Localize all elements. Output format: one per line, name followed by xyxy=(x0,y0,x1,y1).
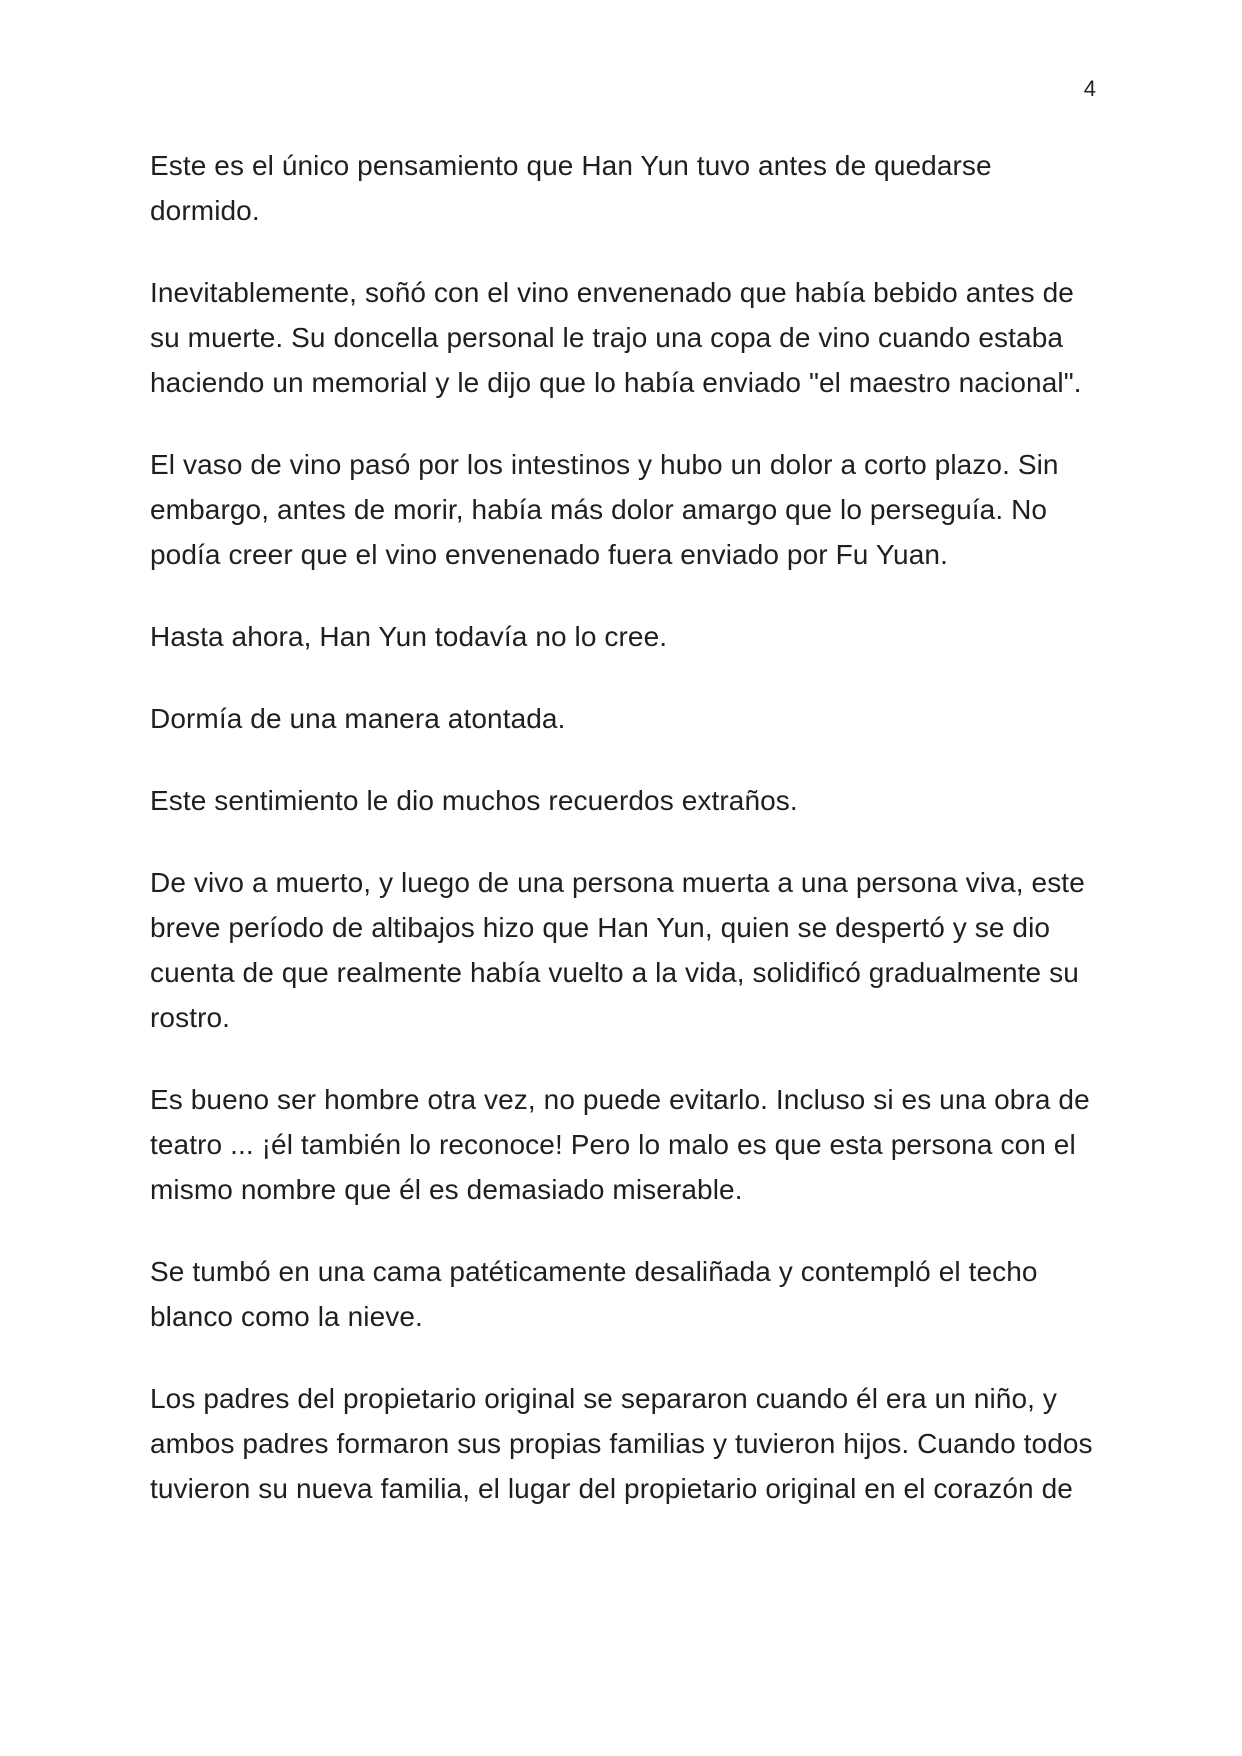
paragraph-5: Dormía de una manera atontada. xyxy=(150,703,566,734)
page-number: 4 xyxy=(1083,76,1096,101)
paragraph-6: Este sentimiento le dio muchos recuerdos extraños. xyxy=(150,785,798,816)
paragraph-10: Los padres del propietario original se separaron cuando él era un niño, y ambos padres formaron sus propias familias y tuvieron hijos. Cuando todos tuvieron su nueva familia, el lugar del propietario original en el corazón de xyxy=(150,1383,1093,1504)
paragraph-3: El vaso de vino pasó por los intestinos y hubo un dolor a corto plazo. Sin embargo, antes de morir, había más dolor amargo que lo perseguía. No podía creer que el vino envenenado fuera enviado por Fu Yuan. xyxy=(150,449,1059,570)
paragraph-1: Este es el único pensamiento que Han Yun tuvo antes de quedarse dormido. xyxy=(150,150,992,226)
page-body xyxy=(150,143,1100,1548)
paragraph-2: Inevitablemente, soñó con el vino envenenado que había bebido antes de su muerte. Su doncella personal le trajo una copa de vino cuando estaba haciendo un memorial y le dijo que lo había enviado "el maestro nacional". xyxy=(150,277,1082,398)
paragraph-4: Hasta ahora, Han Yun todavía no lo cree. xyxy=(150,621,668,652)
paragraph-8: Es bueno ser hombre otra vez, no puede evitarlo. Incluso si es una obra de teatro ... ¡él también lo reconoce! Pero lo malo es que esta persona con el mismo nombre que él es demasiado miserable. xyxy=(150,1084,1090,1205)
paragraph-9: Se tumbó en una cama patéticamente desaliñada y contempló el techo blanco como la nieve. xyxy=(150,1256,1038,1332)
paragraph-7: De vivo a muerto, y luego de una persona muerta a una persona viva, este breve período de altibajos hizo que Han Yun, quien se despertó y se dio cuenta de que realmente había vuelto a la vida, solidificó gradualmente su rostro. xyxy=(150,867,1085,1033)
